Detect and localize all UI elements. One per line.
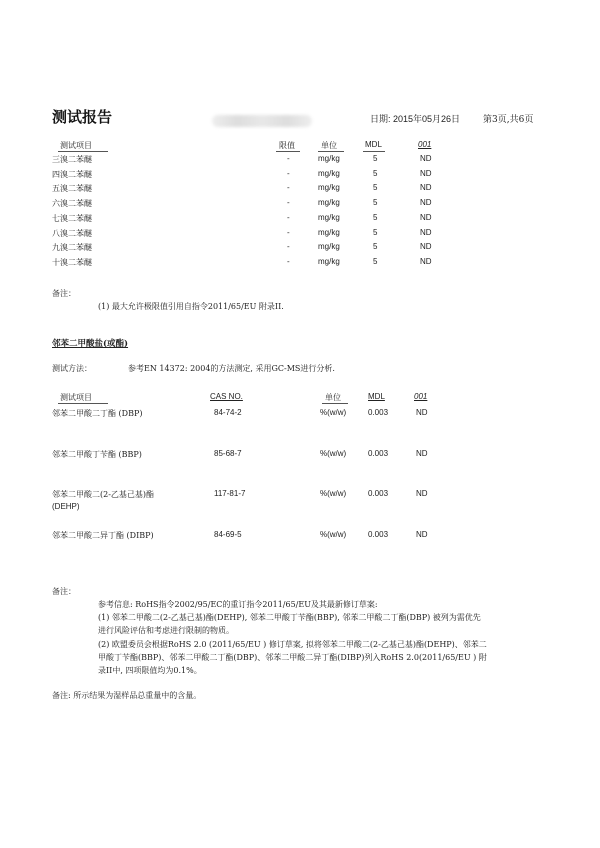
- redacted-blur: [212, 115, 312, 127]
- t1-cell-mdl: 5: [373, 154, 378, 163]
- t1-cell-item: 五溴二苯醚: [52, 184, 92, 194]
- t1-cell-unit: mg/kg: [318, 212, 340, 222]
- method-text: 参考EN 14372: 2004的方法测定, 采用GC-MS进行分析.: [128, 364, 335, 373]
- t2-col-cas: CAS NO.: [210, 392, 243, 401]
- t2-header-underline-item: [58, 403, 108, 404]
- footer-note: 备注: 所示结果为湿样品总重量中的含量。: [52, 691, 202, 700]
- t1-cell-unit: mg/kg: [318, 168, 340, 178]
- t1-cell-item: 七溴二苯醚: [52, 213, 92, 223]
- t1-cell-unit: mg/kg: [318, 242, 340, 252]
- t1-cell-unit: mg/kg: [318, 256, 340, 266]
- remarks2-label: 备注：: [52, 587, 76, 596]
- t1-cell-limit: -: [287, 154, 290, 163]
- remarks2-p1-line1: (1) 邻苯二甲酸二(2-乙基己基)酯(DEHP), 邻苯二甲酸丁苄酯(BBP), 邻苯二甲酸二丁酯(DBP) 被列为需优先: [98, 613, 481, 622]
- t2-col-result: 001: [414, 392, 428, 401]
- t1-cell-mdl: 5: [373, 227, 378, 237]
- t1-cell-mdl: 5: [373, 183, 378, 193]
- t1-header-underline-item: [58, 151, 108, 152]
- t2-cell-result: ND: [416, 530, 428, 539]
- t1-header-underline-mdl: [363, 151, 385, 152]
- t2-cell-cas: 84-74-2: [214, 408, 242, 417]
- t2-cell-cas: 85-68-7: [214, 449, 242, 458]
- t2-cell-cas: 117-81-7: [214, 489, 246, 498]
- t1-cell-result: ND: [420, 256, 432, 266]
- t1-cell-item: 三溴二苯醚: [52, 155, 92, 164]
- t1-cell-limit: -: [287, 256, 290, 266]
- t2-cell-item: 邻苯二甲酸二异丁酯 (DIBP): [52, 531, 154, 540]
- t1-cell-result: ND: [420, 212, 432, 222]
- t2-col-mdl: MDL: [368, 392, 385, 401]
- t2-header-underline-unit: [322, 403, 348, 404]
- t1-cell-limit: -: [287, 168, 290, 178]
- t2-cell-mdl: 0.003: [368, 530, 389, 539]
- t1-header-underline-limit: [276, 151, 300, 152]
- remarks2-p2-line1: (2) 欧盟委员会根据RoHS 2.0 (2011/65/EU ) 修订草案, 拟将邻苯二甲酸二(2-乙基己基)酯(DEHP)、邻苯二: [98, 640, 487, 649]
- t1-remark-label: 备注：: [52, 289, 76, 298]
- t1-cell-mdl: 5: [373, 212, 378, 222]
- t1-cell-limit: -: [287, 183, 290, 193]
- t1-cell-unit: mg/kg: [318, 198, 340, 208]
- t1-cell-result: ND: [420, 198, 432, 208]
- t1-cell-mdl: 5: [373, 256, 378, 266]
- t1-cell-limit: -: [287, 227, 290, 237]
- t1-col-mdl: MDL: [365, 140, 382, 149]
- t1-cell-mdl: 5: [373, 168, 378, 178]
- t1-cell-unit: mg/kg: [318, 154, 340, 163]
- t2-cell-unit: %(w/w): [320, 489, 347, 498]
- report-date: 日期: 2015年05月26日: [370, 114, 461, 124]
- t1-cell-limit: -: [287, 212, 290, 222]
- section-title-phthalates: 邻苯二甲酸盐(或酯): [52, 339, 129, 349]
- t2-cell-item2: (DEHP): [52, 502, 80, 511]
- t2-cell-item: 邻苯二甲酸丁苄酯 (BBP): [52, 450, 142, 459]
- t2-col-unit: 单位: [325, 393, 341, 402]
- t1-header-underline-unit: [318, 151, 344, 152]
- remarks2-p2-line3: 录II中, 四项限值均为0.1%。: [98, 666, 202, 675]
- t1-cell-mdl: 5: [373, 242, 378, 252]
- t1-remark-text: (1) 最大允许极限值引用自指令2011/65/EU 附录II.: [98, 302, 284, 311]
- t2-cell-result: ND: [416, 408, 428, 417]
- t1-col-result: 001: [418, 140, 432, 149]
- method-label: 测试方法：: [52, 364, 92, 373]
- t1-cell-mdl: 5: [373, 198, 378, 208]
- t2-cell-result: ND: [416, 489, 428, 498]
- t1-col-item: 测试项目: [60, 141, 92, 150]
- t2-cell-mdl: 0.003: [368, 408, 389, 417]
- t1-cell-item: 八溴二苯醚: [52, 228, 92, 238]
- t2-cell-unit: %(w/w): [320, 449, 347, 458]
- t2-cell-item: 邻苯二甲酸二(2-乙基己基)酯: [52, 490, 155, 499]
- t1-cell-item: 六溴二苯醚: [52, 199, 92, 209]
- t2-cell-unit: %(w/w): [320, 530, 347, 539]
- t1-cell-result: ND: [420, 242, 432, 252]
- t1-cell-unit: mg/kg: [318, 227, 340, 237]
- t1-cell-item: 九溴二苯醚: [52, 243, 92, 253]
- remarks2-p2-line2: 甲酸丁苄酯(BBP)、邻苯二甲酸二丁酯(DBP)、邻苯二甲酸二异丁酯(DIBP)列入RoHS 2.0(2011/65/EU ) 附: [98, 653, 487, 662]
- t1-col-limit: 限值: [279, 141, 295, 150]
- t1-cell-result: ND: [420, 183, 432, 193]
- t1-cell-limit: -: [287, 242, 290, 252]
- t1-cell-result: ND: [420, 168, 432, 178]
- t1-col-unit: 单位: [321, 141, 337, 150]
- t1-cell-item: 四溴二苯醚: [52, 169, 92, 179]
- t1-cell-result: ND: [420, 227, 432, 237]
- remarks2-ref-line: 参考信息: RoHS指令2002/95/EC的重订指令2011/65/EU及其最新修订草案:: [98, 600, 378, 609]
- page-number: 第3页,共6页: [483, 115, 534, 125]
- t2-cell-mdl: 0.003: [368, 449, 389, 458]
- t2-cell-unit: %(w/w): [320, 408, 347, 417]
- t2-cell-result: ND: [416, 449, 428, 458]
- t1-cell-unit: mg/kg: [318, 183, 340, 193]
- t1-cell-result: ND: [420, 154, 432, 163]
- t1-cell-limit: -: [287, 198, 290, 208]
- t2-cell-item: 邻苯二甲酸二丁酯 (DBP): [52, 409, 143, 418]
- t1-cell-item: 十溴二苯醚: [52, 257, 92, 267]
- t2-cell-mdl: 0.003: [368, 489, 389, 498]
- report-title: 测试报告: [52, 108, 113, 126]
- remarks2-p1-line2: 进行风险评估和考虑进行限制的物质。: [98, 626, 234, 635]
- t2-cell-cas: 84-69-5: [214, 530, 242, 539]
- t2-col-item: 测试项目: [60, 393, 92, 402]
